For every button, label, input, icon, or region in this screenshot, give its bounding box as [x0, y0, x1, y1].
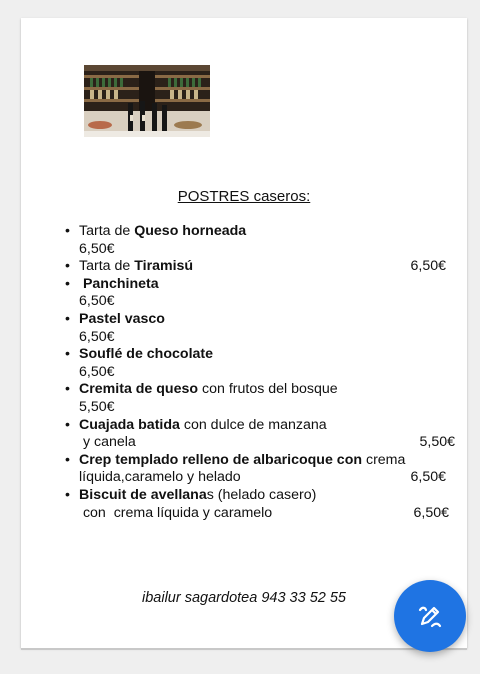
price: 6,50€ — [79, 240, 115, 257]
price: 6,50€ — [79, 328, 115, 345]
price: 6,50€ — [79, 363, 115, 380]
price: 6,50€ — [410, 469, 446, 486]
price: 6,50€ — [413, 504, 449, 521]
dessert-list — [65, 223, 459, 522]
bullet: • — [65, 451, 70, 468]
list-item: • Cuajada batida con dulce de manzana y canela 5,50€ — [79, 417, 459, 452]
price: 5,50€ — [79, 398, 115, 415]
bullet: • — [65, 258, 70, 275]
page-edge — [21, 648, 467, 650]
section-title: POSTRES caseros: — [177, 188, 311, 205]
price: 6,50€ — [410, 258, 446, 275]
footer-contact: ibailur sagardotea 943 33 52 55 — [142, 590, 346, 606]
bullet: • — [65, 223, 70, 239]
price: 5,50€ — [419, 434, 455, 451]
bullet: • — [65, 416, 70, 433]
bullet: • — [65, 381, 70, 398]
list-item: • Tarta de Tiramisú 6,50€ — [79, 258, 459, 276]
edit-pen-icon — [416, 602, 444, 630]
list-item: • Cremita de queso con frutos del bosque 5,50€ — [79, 381, 459, 416]
list-item: • Pastel vasco 6,50€ — [79, 311, 459, 346]
list-item: • Souflé de chocolate 6,50€ — [79, 346, 459, 381]
bullet: • — [65, 310, 70, 327]
list-item: • Panchineta 6,50€ — [79, 276, 459, 311]
menu-page — [21, 18, 467, 648]
bullet: • — [65, 486, 70, 503]
edit-fab-button[interactable] — [394, 580, 466, 652]
price: 6,50€ — [79, 293, 115, 310]
list-item: • Biscuit de avellanas (helado casero) con crema líquida y caramelo 6,50€ — [79, 487, 459, 522]
list-item: • Tarta de Queso horneada 6,50€ — [79, 223, 459, 258]
restaurant-bar-photo — [84, 65, 210, 137]
bullet: • — [65, 346, 70, 363]
bullet: • — [65, 275, 70, 292]
list-item: • Crep templado relleno de albaricoque con crema líquida,caramelo y helado 6,50€ — [79, 452, 459, 487]
